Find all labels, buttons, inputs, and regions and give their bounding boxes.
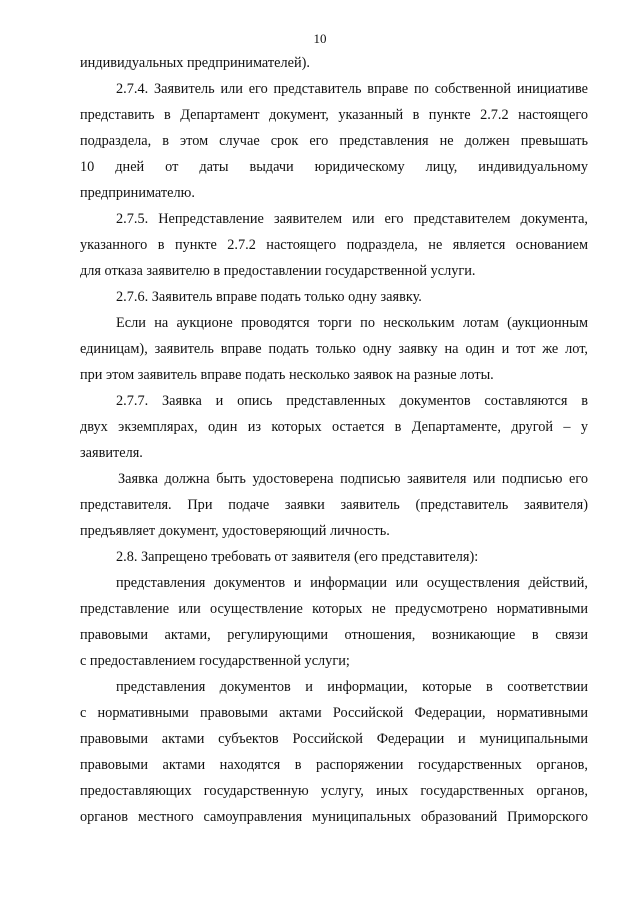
text-line: представление или осуществление которых не предусмотрено нормативными	[80, 601, 588, 617]
text-line: предоставляющих государственную услугу, иных государственных органов,	[80, 783, 588, 799]
text-line: органов местного самоуправления муниципальных образований Приморского	[80, 809, 588, 825]
text-line: Если на аукционе проводятся торги по нескольким лотам (аукционным	[116, 315, 588, 331]
text-line: 2.7.6. Заявитель вправе подать только одну заявку.	[116, 289, 422, 305]
text-line: предпринимателю.	[80, 185, 195, 201]
text-line: 2.7.4. Заявитель или его представитель вправе по собственной инициативе	[116, 81, 588, 97]
text-line: правовыми актами субъектов Российской Федерации и муниципальными	[80, 731, 588, 747]
text-line: при этом заявитель вправе подать несколько заявок на разные лоты.	[80, 367, 494, 383]
text-line: представителя. При подаче заявки заявитель (представитель заявителя)	[80, 497, 588, 513]
text-line: 2.7.7. Заявка и опись представленных документов составляются в	[116, 393, 588, 409]
text-line: 2.7.5. Непредставление заявителем или его представителем документа,	[116, 211, 588, 227]
text-line: с нормативными правовыми актами Российской Федерации, нормативными	[80, 705, 588, 721]
text-line: правовыми актами находятся в распоряжении государственных органов,	[80, 757, 588, 773]
text-line: индивидуальных предпринимателей).	[80, 55, 310, 71]
text-line: представления документов и информации, которые в соответствии	[116, 679, 588, 695]
text-line: с предоставлением государственной услуги;	[80, 653, 350, 669]
text-line: представления документов и информации или осуществления действий,	[116, 575, 588, 591]
text-line: указанного в пункте 2.7.2 настоящего подраздела, не является основанием	[80, 237, 588, 253]
text-line: заявителя.	[80, 445, 143, 461]
text-line: единицам), заявитель вправе подать только одну заявку на один и тот же лот,	[80, 341, 588, 357]
body-text	[80, 50, 588, 830]
text-line: для отказа заявителю в предоставлении государственной услуги.	[80, 263, 476, 279]
text-line: двух экземплярах, один из которых остается в Департаменте, другой – у	[80, 419, 588, 435]
text-line: предъявляет документ, удостоверяющий личность.	[80, 523, 390, 539]
text-line: 10 дней от даты выдачи юридическому лицу, индивидуальному	[80, 159, 588, 175]
text-line: Заявка должна быть удостоверена подписью заявителя или подписью его	[118, 471, 588, 487]
text-line: подраздела, в этом случае срок его представления не должен превышать	[80, 133, 588, 149]
text-line: правовыми актами, регулирующими отношения, возникающие в связи	[80, 627, 588, 643]
text-line: представить в Департамент документ, указанный в пункте 2.7.2 настоящего	[80, 107, 588, 123]
page-number: 10	[313, 31, 327, 46]
text-line: 2.8. Запрещено требовать от заявителя (его представителя):	[116, 549, 479, 565]
